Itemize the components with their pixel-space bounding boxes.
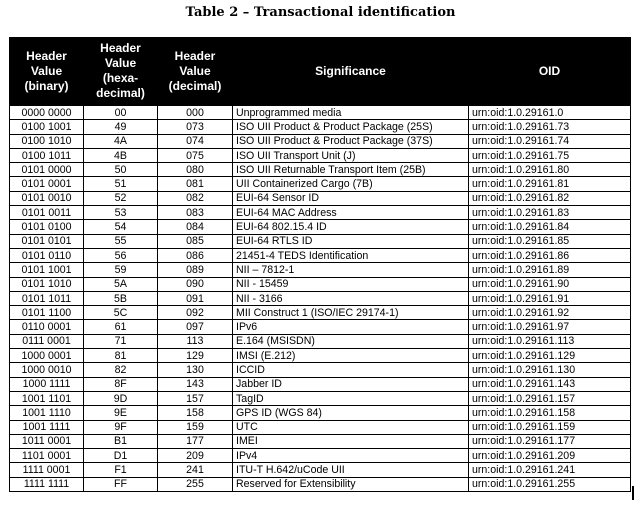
table-row (10, 391, 631, 405)
oid-cell: urn:oid:1.0.29161.83 (469, 206, 631, 220)
transactional-identification-table (9, 37, 631, 492)
binary-value-cell: 0101 0010 (10, 191, 84, 205)
binary-value-cell: 0101 1100 (10, 306, 84, 320)
significance-cell: ISO UII Returnable Transport Item (25B) (233, 163, 469, 177)
significance-cell: Unprogrammed media (233, 105, 469, 120)
decimal-value-cell: 073 (158, 120, 233, 134)
table-row (10, 277, 631, 291)
binary-value-cell: 1000 0001 (10, 349, 84, 363)
table-row (10, 234, 631, 248)
hex-value-cell: FF (84, 477, 158, 491)
decimal-value-cell: 097 (158, 320, 233, 334)
oid-cell: urn:oid:1.0.29161.73 (469, 120, 631, 134)
table-row (10, 291, 631, 305)
significance-cell: EUI-64 Sensor ID (233, 191, 469, 205)
table-row (10, 263, 631, 277)
significance-cell: ITU-T H.642/uCode UII (233, 463, 469, 477)
oid-cell: urn:oid:1.0.29161.89 (469, 263, 631, 277)
hex-value-cell: 51 (84, 177, 158, 191)
decimal-value-cell: 092 (158, 306, 233, 320)
binary-value-cell: 1000 0010 (10, 363, 84, 377)
decimal-value-cell: 000 (158, 105, 233, 120)
binary-value-cell: 0101 0101 (10, 234, 84, 248)
header-decimal-label: Value (179, 63, 211, 78)
table-row (10, 206, 631, 220)
hex-value-cell: 9E (84, 406, 158, 420)
table-row (10, 449, 631, 463)
decimal-value-cell: 130 (158, 363, 233, 377)
binary-value-cell: 1001 1101 (10, 391, 84, 405)
significance-cell: NII - 15459 (233, 277, 469, 291)
decimal-value-cell: 082 (158, 191, 233, 205)
hex-value-cell: 61 (84, 320, 158, 334)
table-row (10, 406, 631, 420)
hex-value-cell: 8F (84, 377, 158, 391)
header-hex-label: Value (104, 56, 137, 70)
significance-cell: UII Containerized Cargo (7B) (233, 177, 469, 191)
hex-value-cell: 4A (84, 134, 158, 148)
decimal-value-cell: 083 (158, 206, 233, 220)
header-hex-label: (hexa- (102, 71, 139, 85)
binary-value-cell: 1001 1111 (10, 420, 84, 434)
decimal-value-cell: 090 (158, 277, 233, 291)
decimal-value-cell: 157 (158, 391, 233, 405)
significance-cell: ISO UII Transport Unit (J) (233, 148, 469, 162)
decimal-value-cell: 113 (158, 334, 233, 348)
hex-value-cell: 49 (84, 120, 158, 134)
oid-cell: urn:oid:1.0.29161.0 (469, 105, 631, 120)
significance-cell: 21451-4 TEDS Identification (233, 248, 469, 262)
hex-value-cell: 59 (84, 263, 158, 277)
decimal-value-cell: 084 (158, 220, 233, 234)
binary-value-cell: 1111 1111 (10, 477, 84, 491)
significance-cell: MII Construct 1 (ISO/IEC 29174-1) (233, 306, 469, 320)
hex-value-cell: 5B (84, 291, 158, 305)
oid-cell: urn:oid:1.0.29161.81 (469, 177, 631, 191)
significance-cell: EUI-64 RTLS ID (233, 234, 469, 248)
significance-cell: IMSI (E.212) (233, 349, 469, 363)
binary-value-cell: 0100 1010 (10, 134, 84, 148)
table-row (10, 120, 631, 134)
significance-cell: IPv6 (233, 320, 469, 334)
binary-value-cell: 0101 0001 (10, 177, 84, 191)
decimal-value-cell: 129 (158, 349, 233, 363)
decimal-value-cell: 177 (158, 434, 233, 448)
header-binary-cell (10, 38, 84, 106)
decimal-value-cell: 089 (158, 263, 233, 277)
header-significance-label: Significance (315, 63, 386, 78)
binary-value-cell: 0000 0000 (10, 105, 84, 120)
oid-cell: urn:oid:1.0.29161.75 (469, 148, 631, 162)
table-header (10, 38, 631, 106)
oid-cell: urn:oid:1.0.29161.157 (469, 391, 631, 405)
hex-value-cell: 81 (84, 349, 158, 363)
binary-value-cell: 0100 1001 (10, 120, 84, 134)
header-hex-label: Header (100, 41, 141, 55)
oid-cell: urn:oid:1.0.29161.177 (469, 434, 631, 448)
table-row (10, 434, 631, 448)
decimal-value-cell: 143 (158, 377, 233, 391)
significance-cell: Reserved for Extensibility (233, 477, 469, 491)
header-row (10, 38, 631, 106)
significance-cell: ISO UII Product & Product Package (25S) (233, 120, 469, 134)
decimal-value-cell: 209 (158, 449, 233, 463)
binary-value-cell: 1001 1110 (10, 406, 84, 420)
significance-cell: NII - 3166 (233, 291, 469, 305)
decimal-value-cell: 075 (158, 148, 233, 162)
binary-value-cell: 0101 1011 (10, 291, 84, 305)
table-row (10, 477, 631, 491)
binary-value-cell: 1011 0001 (10, 434, 84, 448)
oid-cell: urn:oid:1.0.29161.84 (469, 220, 631, 234)
table-caption: Table 2 – Transactional identification (185, 5, 456, 20)
header-binary-label: Value (30, 63, 63, 78)
binary-value-cell: 0101 1010 (10, 277, 84, 291)
oid-cell: urn:oid:1.0.29161.82 (469, 191, 631, 205)
significance-cell: IMEI (233, 434, 469, 448)
header-decimal-cell (158, 38, 233, 106)
table-row (10, 349, 631, 363)
hex-value-cell: 71 (84, 334, 158, 348)
significance-cell: UTC (233, 420, 469, 434)
header-decimal-label: (decimal) (168, 78, 222, 93)
oid-cell: urn:oid:1.0.29161.97 (469, 320, 631, 334)
header-binary-label: (binary) (24, 78, 69, 93)
decimal-value-cell: 159 (158, 420, 233, 434)
hex-value-cell: D1 (84, 449, 158, 463)
hex-value-cell: 00 (84, 105, 158, 120)
table-row (10, 191, 631, 205)
significance-cell: ICCID (233, 363, 469, 377)
oid-cell: urn:oid:1.0.29161.241 (469, 463, 631, 477)
significance-cell: GPS ID (WGS 84) (233, 406, 469, 420)
significance-cell: TagID (233, 391, 469, 405)
oid-cell: urn:oid:1.0.29161.130 (469, 363, 631, 377)
header-oid-label: OID (538, 63, 561, 78)
hex-value-cell: 9D (84, 391, 158, 405)
binary-value-cell: 1101 0001 (10, 449, 84, 463)
table-row (10, 363, 631, 377)
binary-value-cell: 0101 0011 (10, 206, 84, 220)
hex-value-cell: 52 (84, 191, 158, 205)
binary-value-cell: 0101 0110 (10, 248, 84, 262)
oid-cell: urn:oid:1.0.29161.255 (469, 477, 631, 491)
table-row (10, 163, 631, 177)
decimal-value-cell: 086 (158, 248, 233, 262)
oid-cell: urn:oid:1.0.29161.158 (469, 406, 631, 420)
table-row (10, 377, 631, 391)
significance-cell: EUI-64 802.15.4 ID (233, 220, 469, 234)
hex-value-cell: 54 (84, 220, 158, 234)
oid-cell: urn:oid:1.0.29161.91 (469, 291, 631, 305)
decimal-value-cell: 080 (158, 163, 233, 177)
header-hex-cell (84, 38, 158, 106)
binary-value-cell: 0100 1011 (10, 148, 84, 162)
hex-value-cell: 5A (84, 277, 158, 291)
binary-value-cell: 1111 0001 (10, 463, 84, 477)
binary-value-cell: 0101 1001 (10, 263, 84, 277)
oid-cell: urn:oid:1.0.29161.90 (469, 277, 631, 291)
oid-cell: urn:oid:1.0.29161.113 (469, 334, 631, 348)
table-row (10, 248, 631, 262)
decimal-value-cell: 255 (158, 477, 233, 491)
decimal-value-cell: 074 (158, 134, 233, 148)
table-row (10, 306, 631, 320)
table-row (10, 148, 631, 162)
hex-value-cell: 56 (84, 248, 158, 262)
decimal-value-cell: 158 (158, 406, 233, 420)
oid-cell: urn:oid:1.0.29161.129 (469, 349, 631, 363)
binary-value-cell: 0110 0001 (10, 320, 84, 334)
hex-value-cell: 9F (84, 420, 158, 434)
oid-cell: urn:oid:1.0.29161.86 (469, 248, 631, 262)
hex-value-cell: 53 (84, 206, 158, 220)
header-decimal-label: Header (174, 48, 216, 63)
significance-cell: EUI-64 MAC Address (233, 206, 469, 220)
header-binary-label: Header (26, 48, 67, 63)
hex-value-cell: 82 (84, 363, 158, 377)
binary-value-cell: 1000 1111 (10, 377, 84, 391)
hex-value-cell: 55 (84, 234, 158, 248)
header-significance-cell (233, 38, 469, 106)
hex-value-cell: 4B (84, 148, 158, 162)
table-row (10, 334, 631, 348)
table-row (10, 134, 631, 148)
oid-cell: urn:oid:1.0.29161.80 (469, 163, 631, 177)
significance-cell: E.164 (MSISDN) (233, 334, 469, 348)
oid-cell: urn:oid:1.0.29161.92 (469, 306, 631, 320)
header-hex-label: decimal) (96, 86, 145, 100)
binary-value-cell: 0101 0100 (10, 220, 84, 234)
table-row (10, 220, 631, 234)
decimal-value-cell: 091 (158, 291, 233, 305)
significance-cell: IPv4 (233, 449, 469, 463)
table-body (10, 105, 631, 492)
oid-cell: urn:oid:1.0.29161.74 (469, 134, 631, 148)
oid-cell: urn:oid:1.0.29161.159 (469, 420, 631, 434)
oid-cell: urn:oid:1.0.29161.85 (469, 234, 631, 248)
hex-value-cell: 5C (84, 306, 158, 320)
header-oid-cell (469, 38, 631, 106)
decimal-value-cell: 241 (158, 463, 233, 477)
significance-cell: NII – 7812-1 (233, 263, 469, 277)
oid-cell: urn:oid:1.0.29161.209 (469, 449, 631, 463)
hex-value-cell: F1 (84, 463, 158, 477)
table-row (10, 463, 631, 477)
decimal-value-cell: 085 (158, 234, 233, 248)
hex-value-cell: 50 (84, 163, 158, 177)
table-row (10, 320, 631, 334)
binary-value-cell: 0101 0000 (10, 163, 84, 177)
decimal-value-cell: 081 (158, 177, 233, 191)
hex-value-cell: B1 (84, 434, 158, 448)
significance-cell: ISO UII Product & Product Package (37S) (233, 134, 469, 148)
significance-cell: Jabber ID (233, 377, 469, 391)
text-cursor-mark (632, 486, 634, 500)
table-row (10, 105, 631, 120)
table-row (10, 420, 631, 434)
table-row (10, 177, 631, 191)
binary-value-cell: 0111 0001 (10, 334, 84, 348)
oid-cell: urn:oid:1.0.29161.143 (469, 377, 631, 391)
